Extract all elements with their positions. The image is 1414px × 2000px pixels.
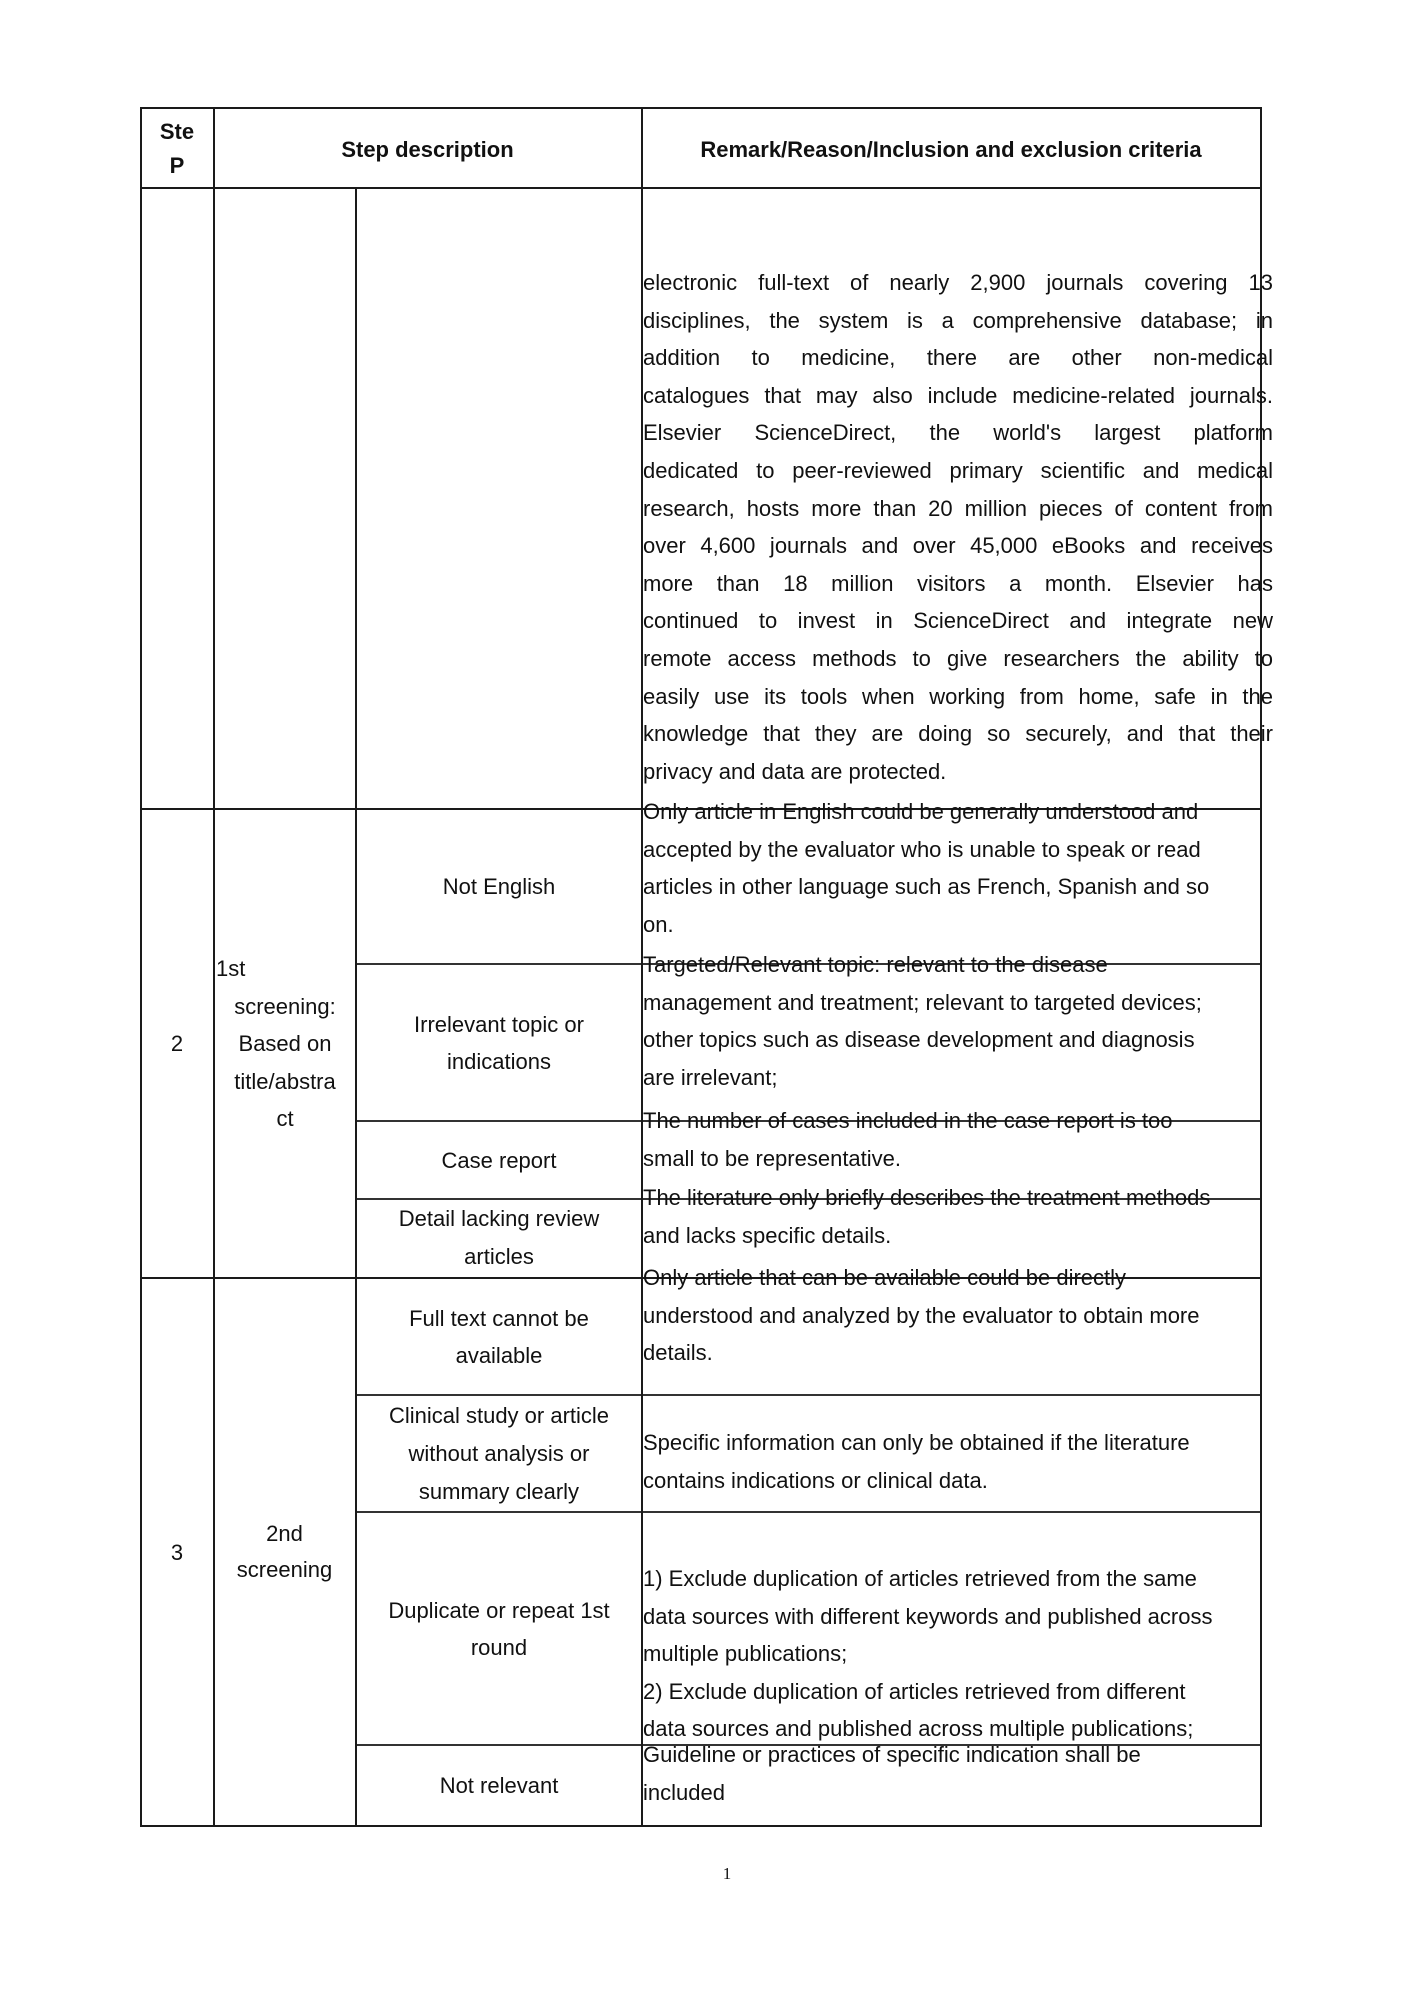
criterion-label [357,1199,641,1277]
remark-line: on. [643,911,674,937]
stage-line: 2nd [266,1521,303,1546]
remark-line: Only article that can be available could be directly [643,1265,1127,1290]
stage-line: screening [236,1557,333,1582]
remark-line: are irrelevant; [643,1064,778,1090]
remark-line: understood and analyzed by the evaluator to obtain more [643,1302,1200,1328]
criterion-label-text: Irrelevant topic or [414,1011,584,1037]
criterion-label [357,1745,641,1826]
remark-line: 1) Exclude duplication of articles retrieved from the same [643,1566,1197,1591]
header-step-line2: P [169,153,185,178]
row3-step-text: 3 [170,1539,184,1565]
stage-line: title/abstra [234,1068,336,1094]
row2-stage [216,950,354,1138]
remark-line: data sources and published across multiple publications; [643,1716,1194,1742]
criterion-remark [643,1560,1273,1748]
criterion-label-text: Detail lacking review [398,1206,600,1231]
criterion-label-text: Clinical study or article [388,1402,610,1428]
stage-line: Based on [238,1031,332,1057]
remark-line: privacy and data are protected. [643,758,947,784]
remark-line: dedicated to peer-reviewed primary scientific and medical [643,457,1273,483]
criterion-label-text: articles [464,1244,534,1269]
criterion-remark [643,793,1273,943]
criterion-label-text: indications [447,1048,551,1074]
criterion-label-text: Duplicate or repeat 1st [388,1597,610,1623]
criterion-label-text: Not English [442,874,556,899]
remark-line: management and treatment; relevant to targeted devices; [643,989,1202,1015]
criterion-label-text: Full text cannot be [409,1305,589,1331]
page-number: 1 [722,1864,732,1883]
remark-line: details. [643,1340,713,1366]
criterion-remark [643,1424,1273,1499]
criterion-label-text: Case report [441,1147,557,1173]
criterion-label [357,1278,641,1395]
header-remark-text: Remark/Reason/Inclusion and exclusion criteria [700,136,1202,162]
remark-line: accepted by the evaluator who is unable to speak or read [643,836,1201,862]
stage-line: 1st [216,956,246,981]
remark-line: multiple publications; [643,1641,848,1667]
remark-line: electronic full-text of nearly 2,900 journals covering 13 [643,270,1273,295]
criterion-remark [643,946,1273,1096]
remark-line: easily use its tools when working from home, safe in the [643,683,1273,709]
row1-remark [643,264,1273,790]
remark-line: knowledge that they are doing so securely, and that their [643,721,1273,747]
criterion-label-text: available [455,1342,543,1368]
criterion-label [357,1395,641,1512]
criterion-remark [643,1736,1273,1811]
criterion-label-text: Not relevant [439,1773,559,1798]
criterion-remark [643,1102,1273,1177]
remark-line: more than 18 million visitors a month. Elsevier has [643,570,1273,596]
remark-line: over 4,600 journals and over 45,000 eBooks and receives [643,533,1273,559]
remark-line: small to be representative. [643,1145,902,1171]
row2-step-text: 2 [170,1030,184,1056]
header-step [141,109,213,189]
criterion-remark [643,1259,1273,1372]
remark-line: disciplines, the system is a comprehensive database; in [643,307,1273,333]
remark-line: Specific information can only be obtained if the literature [643,1430,1190,1455]
remark-line: Only article in English could be generally understood and [643,799,1199,824]
header-remark [642,109,1260,189]
remark-line: other topics such as disease development and diagnosis [643,1027,1195,1053]
remark-line: catalogues that may also include medicine-related journals. [643,382,1273,408]
header-step-description [214,109,641,189]
remark-line: Guideline or practices of specific indication shall be [643,1742,1141,1767]
criterion-label [357,1512,641,1745]
stage-line: ct [276,1106,294,1132]
remark-line: Elsevier ScienceDirect, the world's largest platform [643,420,1273,446]
remark-line: data sources with different keywords and published across [643,1603,1213,1629]
criterion-label [357,809,641,964]
remark-line: included [643,1779,725,1805]
row3-step-number [141,1278,213,1826]
criterion-label-text: summary clearly [418,1478,580,1504]
remark-line: and lacks specific details. [643,1222,892,1248]
criterion-label [357,964,641,1121]
remark-line: Targeted/Relevant topic: relevant to the disease [643,952,1108,977]
row3-stage [214,1278,355,1826]
remark-line: continued to invest in ScienceDirect and integrate new [643,608,1273,634]
criterion-label-text: round [470,1634,528,1660]
remark-line: 2) Exclude duplication of articles retrieved from different [643,1678,1186,1704]
remark-line: research, hosts more than 20 million pieces of content from [643,495,1273,521]
remark-line: remote access methods to give researchers the ability to [643,645,1273,671]
remark-line: articles in other language such as French, Spanish and so [643,874,1210,900]
criterion-remark [643,1179,1273,1254]
remark-line: The number of cases included in the case report is too [643,1108,1173,1133]
remark-line: contains indications or clinical data. [643,1467,988,1493]
header-step-description-text: Step description [341,136,514,162]
criterion-label [357,1121,641,1199]
stage-line: screening: [234,993,336,1019]
criterion-label-text: without analysis or [408,1440,590,1466]
row2-step-number [141,809,213,1277]
header-step-line1: Ste [159,119,195,144]
remark-line: addition to medicine, there are other non-medical [643,345,1273,371]
remark-line: The literature only briefly describes the treatment methods [643,1185,1211,1210]
